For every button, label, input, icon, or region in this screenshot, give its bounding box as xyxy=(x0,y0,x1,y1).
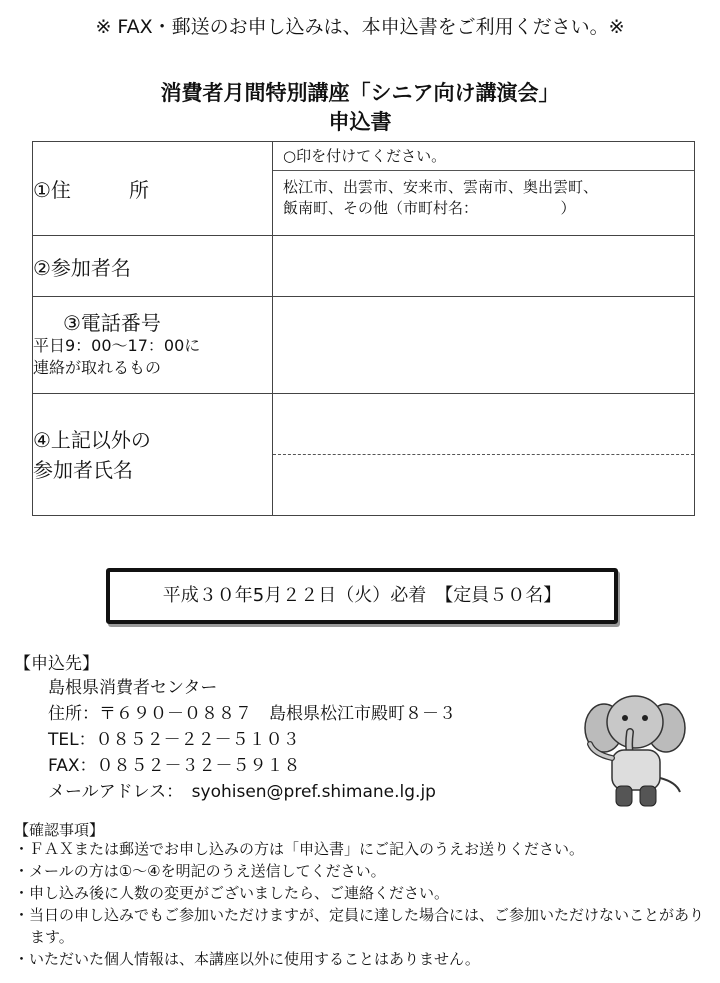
contact-fax: FAX：０８５２－３２－５９１８ xyxy=(48,756,301,776)
other-participant-line-1[interactable] xyxy=(273,395,694,455)
city-options-line-2: 飯南町、その他（市町村名： ） xyxy=(283,199,576,217)
confirm-item: ・メールの方は①～④を明記のうえ送信してください。 xyxy=(14,862,386,880)
phone-field[interactable] xyxy=(273,297,695,394)
phone-label xyxy=(33,297,273,394)
deadline-box: 平成３０年5月２２日（火）必着 【定員５０名】 xyxy=(106,568,618,624)
confirm-item: ・いただいた個人情報は、本講座以外に使用することはありません。 xyxy=(14,950,480,968)
confirm-heading: 【確認事項】 xyxy=(14,821,105,839)
confirm-item: ・当日の申し込みでもご参加いただけますが、定員に達した場合には、ご参加いただけないことがあります。 xyxy=(14,906,705,946)
address-instruction: ○印を付けてください。 xyxy=(273,142,694,171)
city-options-line-1: 松江市、出雲市、安来市、雲南市、奥出雲町、 xyxy=(283,178,599,196)
elephant-mascot-icon xyxy=(582,688,690,812)
other-participants-label: ④上記以外の 参加者氏名 xyxy=(33,394,273,516)
contact-tel: TEL：０８５２－２２－５１０３ xyxy=(48,730,300,750)
contact-org: 島根県消費者センター xyxy=(48,678,218,698)
phone-label-sub-1: 平日9：00～17：00に xyxy=(33,336,201,355)
participant-name-field[interactable] xyxy=(273,236,695,297)
confirm-item: ・ＦＡＸまたは郵送でお申し込みの方は「申込書」にご記入のうえお送りください。 xyxy=(14,840,585,858)
contact-email[interactable]: メールアドレス： syohisen@pref.shimane.lg.jp xyxy=(48,782,436,802)
confirm-item: ・申し込み後に人数の変更がございましたら、ご連絡ください。 xyxy=(14,884,450,902)
phone-label-main: ③電話番号 xyxy=(63,311,161,335)
other-participants-field[interactable] xyxy=(273,394,695,516)
participant-name-label: ②参加者名 xyxy=(33,236,273,297)
phone-label-sub-2: 連絡が取れるもの xyxy=(33,358,162,377)
contact-address: 住所：〒６９０－０８８７ 島根県松江市殿町８－３ xyxy=(48,704,456,724)
form-title: 消費者月間特別講座「シニア向け講演会」 xyxy=(160,81,560,105)
city-options[interactable] xyxy=(273,171,694,235)
contact-heading: 【申込先】 xyxy=(14,654,99,674)
application-form-table xyxy=(32,141,695,516)
fax-notice: ※ FAX・郵送のお申し込みは、本申込書をご利用ください。※ xyxy=(95,16,625,38)
address-label: ①住 所 xyxy=(33,142,273,236)
other-participant-line-2[interactable] xyxy=(273,455,694,515)
confirm-list xyxy=(14,838,714,970)
form-subtitle: 申込書 xyxy=(328,110,392,134)
address-field[interactable] xyxy=(273,142,695,236)
